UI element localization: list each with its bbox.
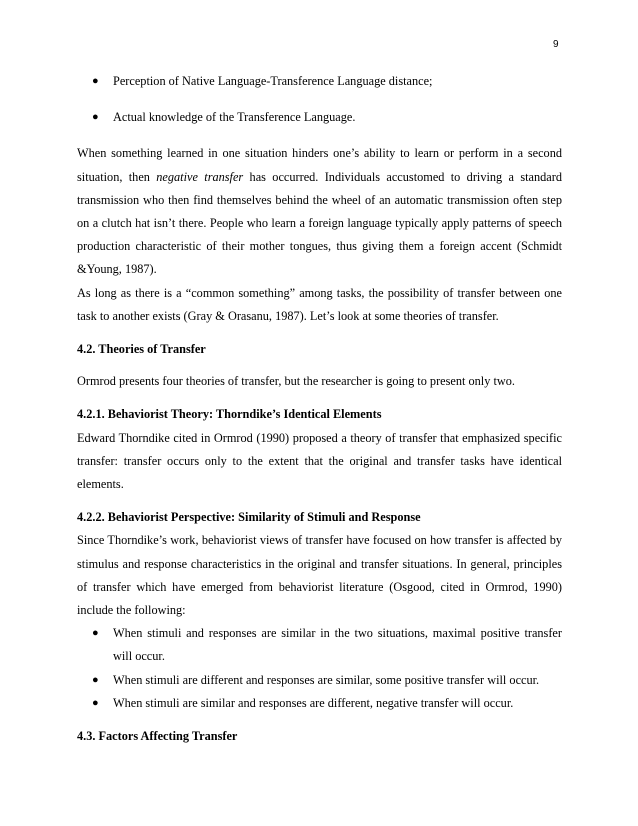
negative-transfer-paragraph [77,142,562,281]
negative-transfer-term: negative transfer [156,169,244,184]
bullet-text: When stimuli and responses are similar in the two situations, maximal positive transfer will occur. [113,626,562,664]
bullet-text: Perception of Native Language-Transference Language distance; [113,74,433,88]
bullet-item [77,692,562,715]
bullet-item [77,106,562,129]
bullet-dot-icon: ● [92,696,99,709]
bullet-dot-icon: ● [92,75,99,87]
section-heading-4-3: 4.3. Factors Affecting Transfer [77,729,238,744]
page-number: 9 [553,39,559,50]
section-heading-4-2-1: 4.2.1. Behaviorist Theory: Thorndike’s Identical Elements [77,407,382,422]
section-4-2-1-text: Edward Thorndike cited in Ormrod (1990) proposed a theory of transfer that emphasized specific transfer: transfer occurs only to the extent that the original and transfer tasks have identical elements. [77,430,562,492]
bullet-item [77,669,562,692]
bullet-item [77,70,562,93]
paragraph-text: has occurred. Individuals accustomed to driving a standard transmission who then find themselves behind the wheel of an automatic transmission often step on a clutch hat isn’t there. People who learn a foreign language typically apply patterns of speech production characteristic of their mother tongues, thus giving them a foreign accent (Schmidt &Young, 1987). [77,169,562,277]
bullet-text: When stimuli are similar and responses are different, negative transfer will occur. [113,695,514,710]
section-heading-4-2-2: 4.2.2. Behaviorist Perspective: Similarity of Stimuli and Response [77,510,421,525]
section-4-2-text: Ormrod presents four theories of transfer, but the researcher is going to present only two. [77,374,515,389]
paragraph-text: When something learned in one situation hinders one’s ability to learn or perform in a second situation, then [77,146,562,184]
bullet-item [77,622,562,668]
bullet-dot-icon: ● [92,111,99,124]
bullet-text: When stimuli are different and responses are similar, some positive transfer will occur. [113,672,540,687]
section-4-2-2-text: Since Thorndike’s work, behaviorist views of transfer have focused on how transfer is affected by stimulus and response characteristics in the original and transfer situations. In general, principles of transfer which have emerged from behaviorist literature (Osgood, cited in Ormrod, 1990) include the following: [77,533,562,618]
bullet-dot-icon: ● [92,627,99,640]
bullet-text: Actual knowledge of the Transference Language. [113,110,356,125]
common-something-paragraph: As long as there is a “common something” among tasks, the possibility of transfer between one task to another exists (Gray & Orasanu, 1987). Let’s look at some theories of transfer. [77,285,562,323]
section-heading-4-2: 4.2. Theories of Transfer [77,342,206,357]
bullet-dot-icon: ● [92,673,99,686]
document-body [77,70,562,748]
